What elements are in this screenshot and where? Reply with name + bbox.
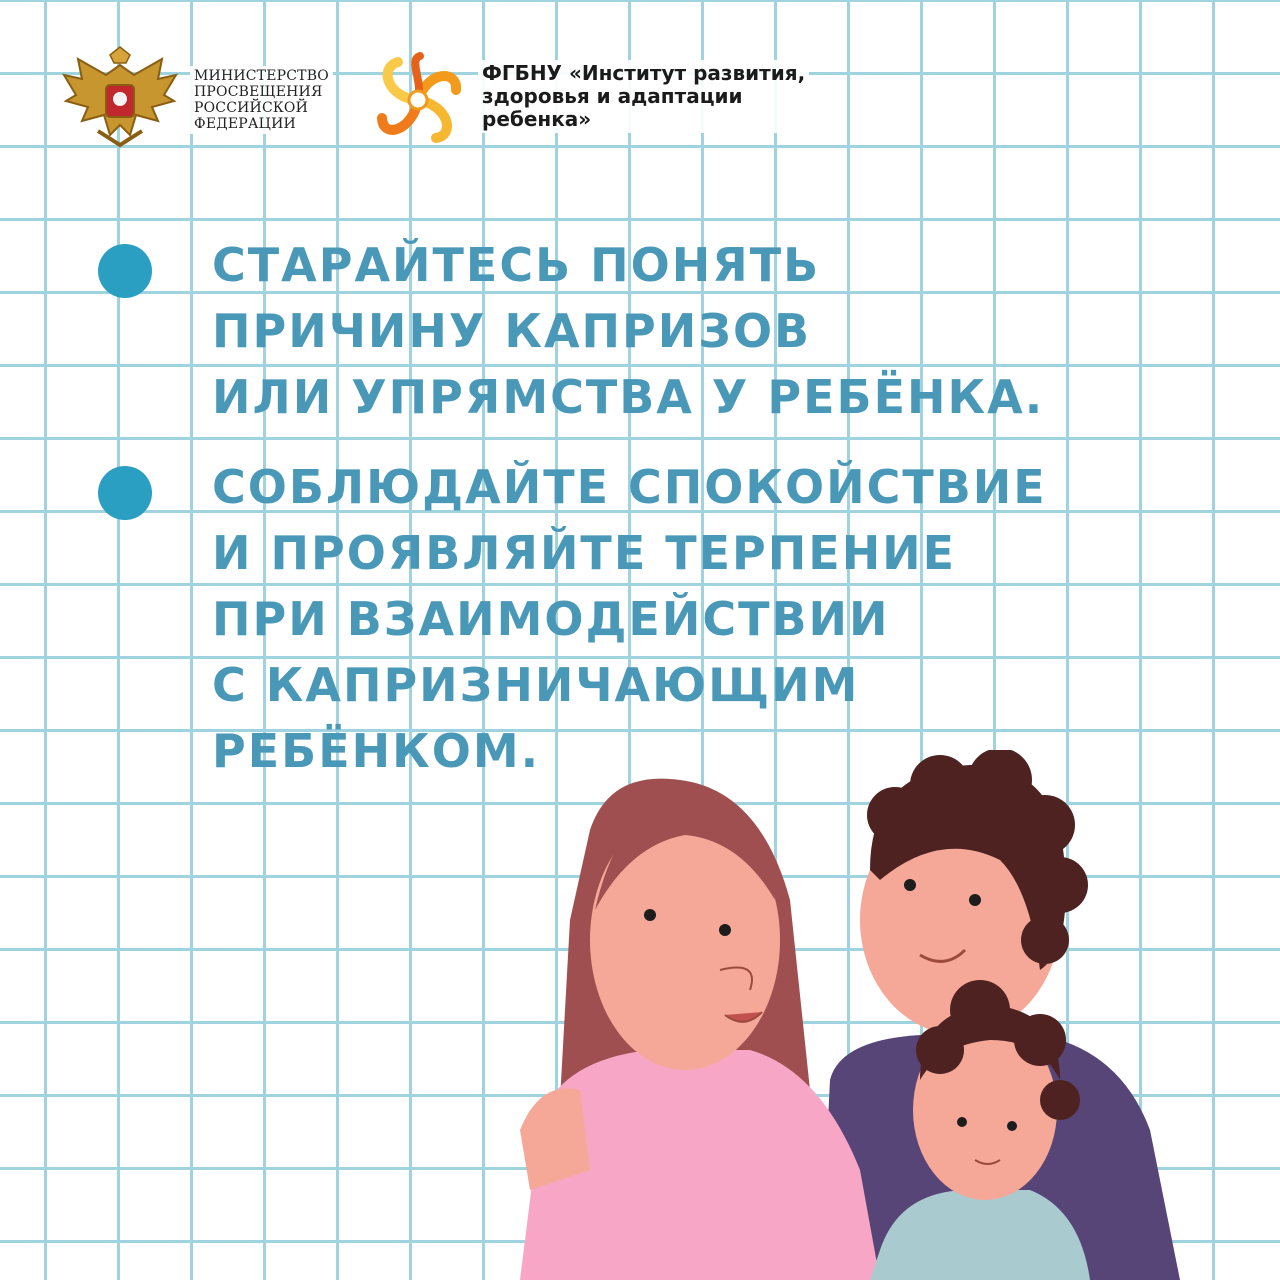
bullet-dot-icon xyxy=(98,466,152,520)
mother-figure xyxy=(520,779,880,1280)
advice-text: СТАРАЙТЕСЬ ПОНЯТЬ ПРИЧИНУ КАПРИЗОВ ИЛИ УПРЯМСТВА У РЕБЁНКА. xyxy=(212,238,1045,424)
list-item xyxy=(96,232,1096,430)
ministry-name: МИНИСТЕРСТВО ПРОСВЕЩЕНИЯ РОССИЙСКОЙ ФЕДЕРАЦИИ xyxy=(190,66,333,134)
institute-name: ФГБНУ «Институт развития, здоровья и адаптации ребенка» xyxy=(478,60,809,133)
header xyxy=(58,40,333,160)
advice-text: СОБЛЮДАЙТЕ СПОКОЙСТВИЕ И ПРОЯВЛЯЙТЕ ТЕРПЕНИЕ ПРИ ВЗАИМОДЕЙСТВИИ С КАПРИЗНИЧАЮЩИМ РЕБЁНКОМ. xyxy=(212,460,1047,778)
institute-logo-icon xyxy=(368,50,468,150)
advice-list xyxy=(96,232,1096,808)
list-item xyxy=(96,454,1096,784)
family-illustration xyxy=(500,750,1280,1280)
bullet-dot-icon xyxy=(98,244,152,298)
ministry-emblem-icon xyxy=(58,45,182,155)
